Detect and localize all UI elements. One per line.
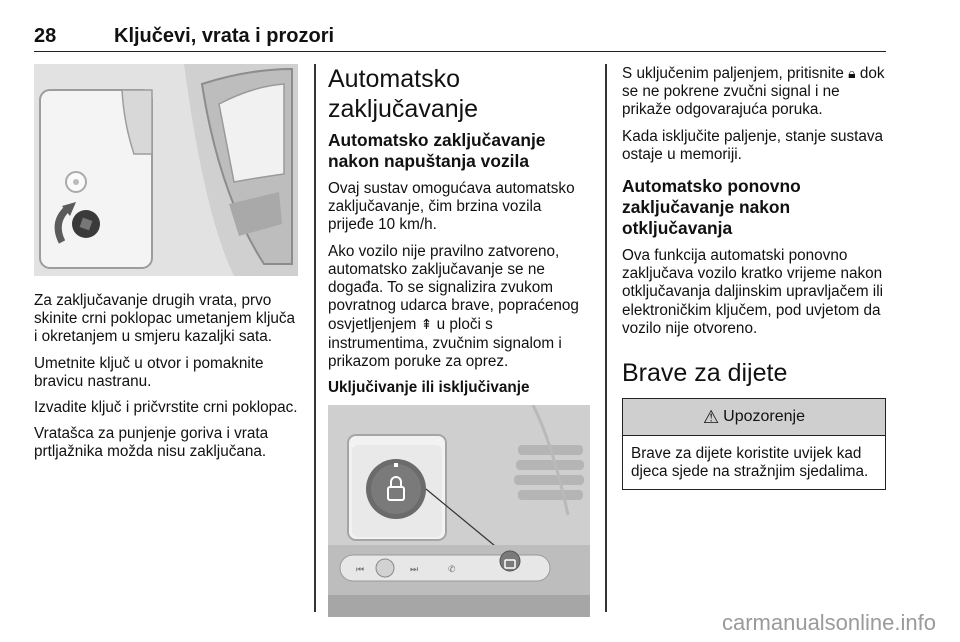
door-open-icon: ⇞ [420, 316, 433, 333]
column-middle [328, 64, 590, 617]
subsection-title: Automatsko ponovno zaključavanje nakon otključavanja [622, 176, 801, 239]
watermark: carmanualsonline.info [721, 610, 936, 635]
page-number: 28 [34, 25, 57, 47]
warning-box [622, 398, 886, 490]
lock-button-illustration [328, 405, 590, 617]
column-left [34, 64, 298, 470]
chapter-title: Ključevi, vrata i prozori [114, 25, 335, 47]
paragraph-text: Ako vozilo nije pravilno zatvoreno, automatsko zaključavanje se ne događa. To se signalizira zvukom povratnog udarca brave, popraćenog osvjetljenjem [328, 242, 579, 334]
paragraph-text: u ploči s instrumentima, zvučnim signalom i prikazom poruke za oprez. [328, 316, 562, 370]
paragraph-text: dok se ne pokrene zvučni signal i ne prikaže odgovarajuća poruka. [622, 65, 885, 119]
paragraph: Izvadite ključ i pričvrstite crni poklopac. [34, 399, 298, 417]
svg-text:⏭: ⏭ [410, 565, 419, 576]
door-lock-illustration [34, 64, 298, 276]
paragraph: Za zaključavanje drugih vrata, prvo skinite crni poklopac umetanjem ključa i okretanjem u smjeru kazaljki sata. [34, 292, 296, 346]
illustration-lock-button [328, 405, 590, 617]
warning-body [623, 436, 885, 489]
warning-header [623, 399, 885, 436]
column-divider [314, 64, 316, 612]
illustration-door-lock [34, 64, 298, 276]
paragraph-text: S uključenim paljenjem, pritisnite [622, 65, 844, 82]
paragraph: Vratašca za punjenje goriva i vrata prtljažnika možda nisu zaključana. [34, 425, 269, 461]
paragraph: Umetnite ključ u otvor i pomaknite bravicu nastranu. [34, 354, 264, 390]
column-divider [605, 64, 607, 612]
subsection-title: Automatsko zaključavanje nakon napuštanja vozila [328, 130, 546, 171]
paragraph [328, 243, 590, 371]
section-title: Automatsko zaključavanje [328, 65, 479, 123]
svg-text:✆: ✆ [448, 565, 456, 576]
page-header [34, 25, 886, 52]
svg-text:⏮: ⏮ [356, 565, 365, 576]
paragraph [622, 64, 886, 120]
paragraph: Kada isključite paljenje, stanje sustava ostaje u memoriji. [622, 127, 884, 163]
warning-icon: ⚠ [703, 406, 720, 427]
paragraph: Ovaj sustav omogućava automatsko zaključavanje, čim brzina vozila prijeđe 10 km/h. [328, 180, 575, 234]
section-title: Brave za dijete [622, 359, 788, 388]
paragraph: Ova funkcija automatski ponovno zaključava vozilo kratko vrijeme nakon otključavanja daljinskim upravljačem ili elektroničkim ključem, pod uvjetom da vozilo nije otvoreno. [622, 247, 884, 337]
lock-icon: 🔒︎ [848, 65, 856, 81]
warning-text: Brave za dijete koristite uvijek kad djeca sjede na stražnjim sjedalima. [631, 445, 869, 481]
warning-title: Upozorenje [723, 408, 805, 426]
column-right [622, 64, 886, 490]
minor-heading: Uključivanje ili isključivanje [328, 379, 530, 397]
